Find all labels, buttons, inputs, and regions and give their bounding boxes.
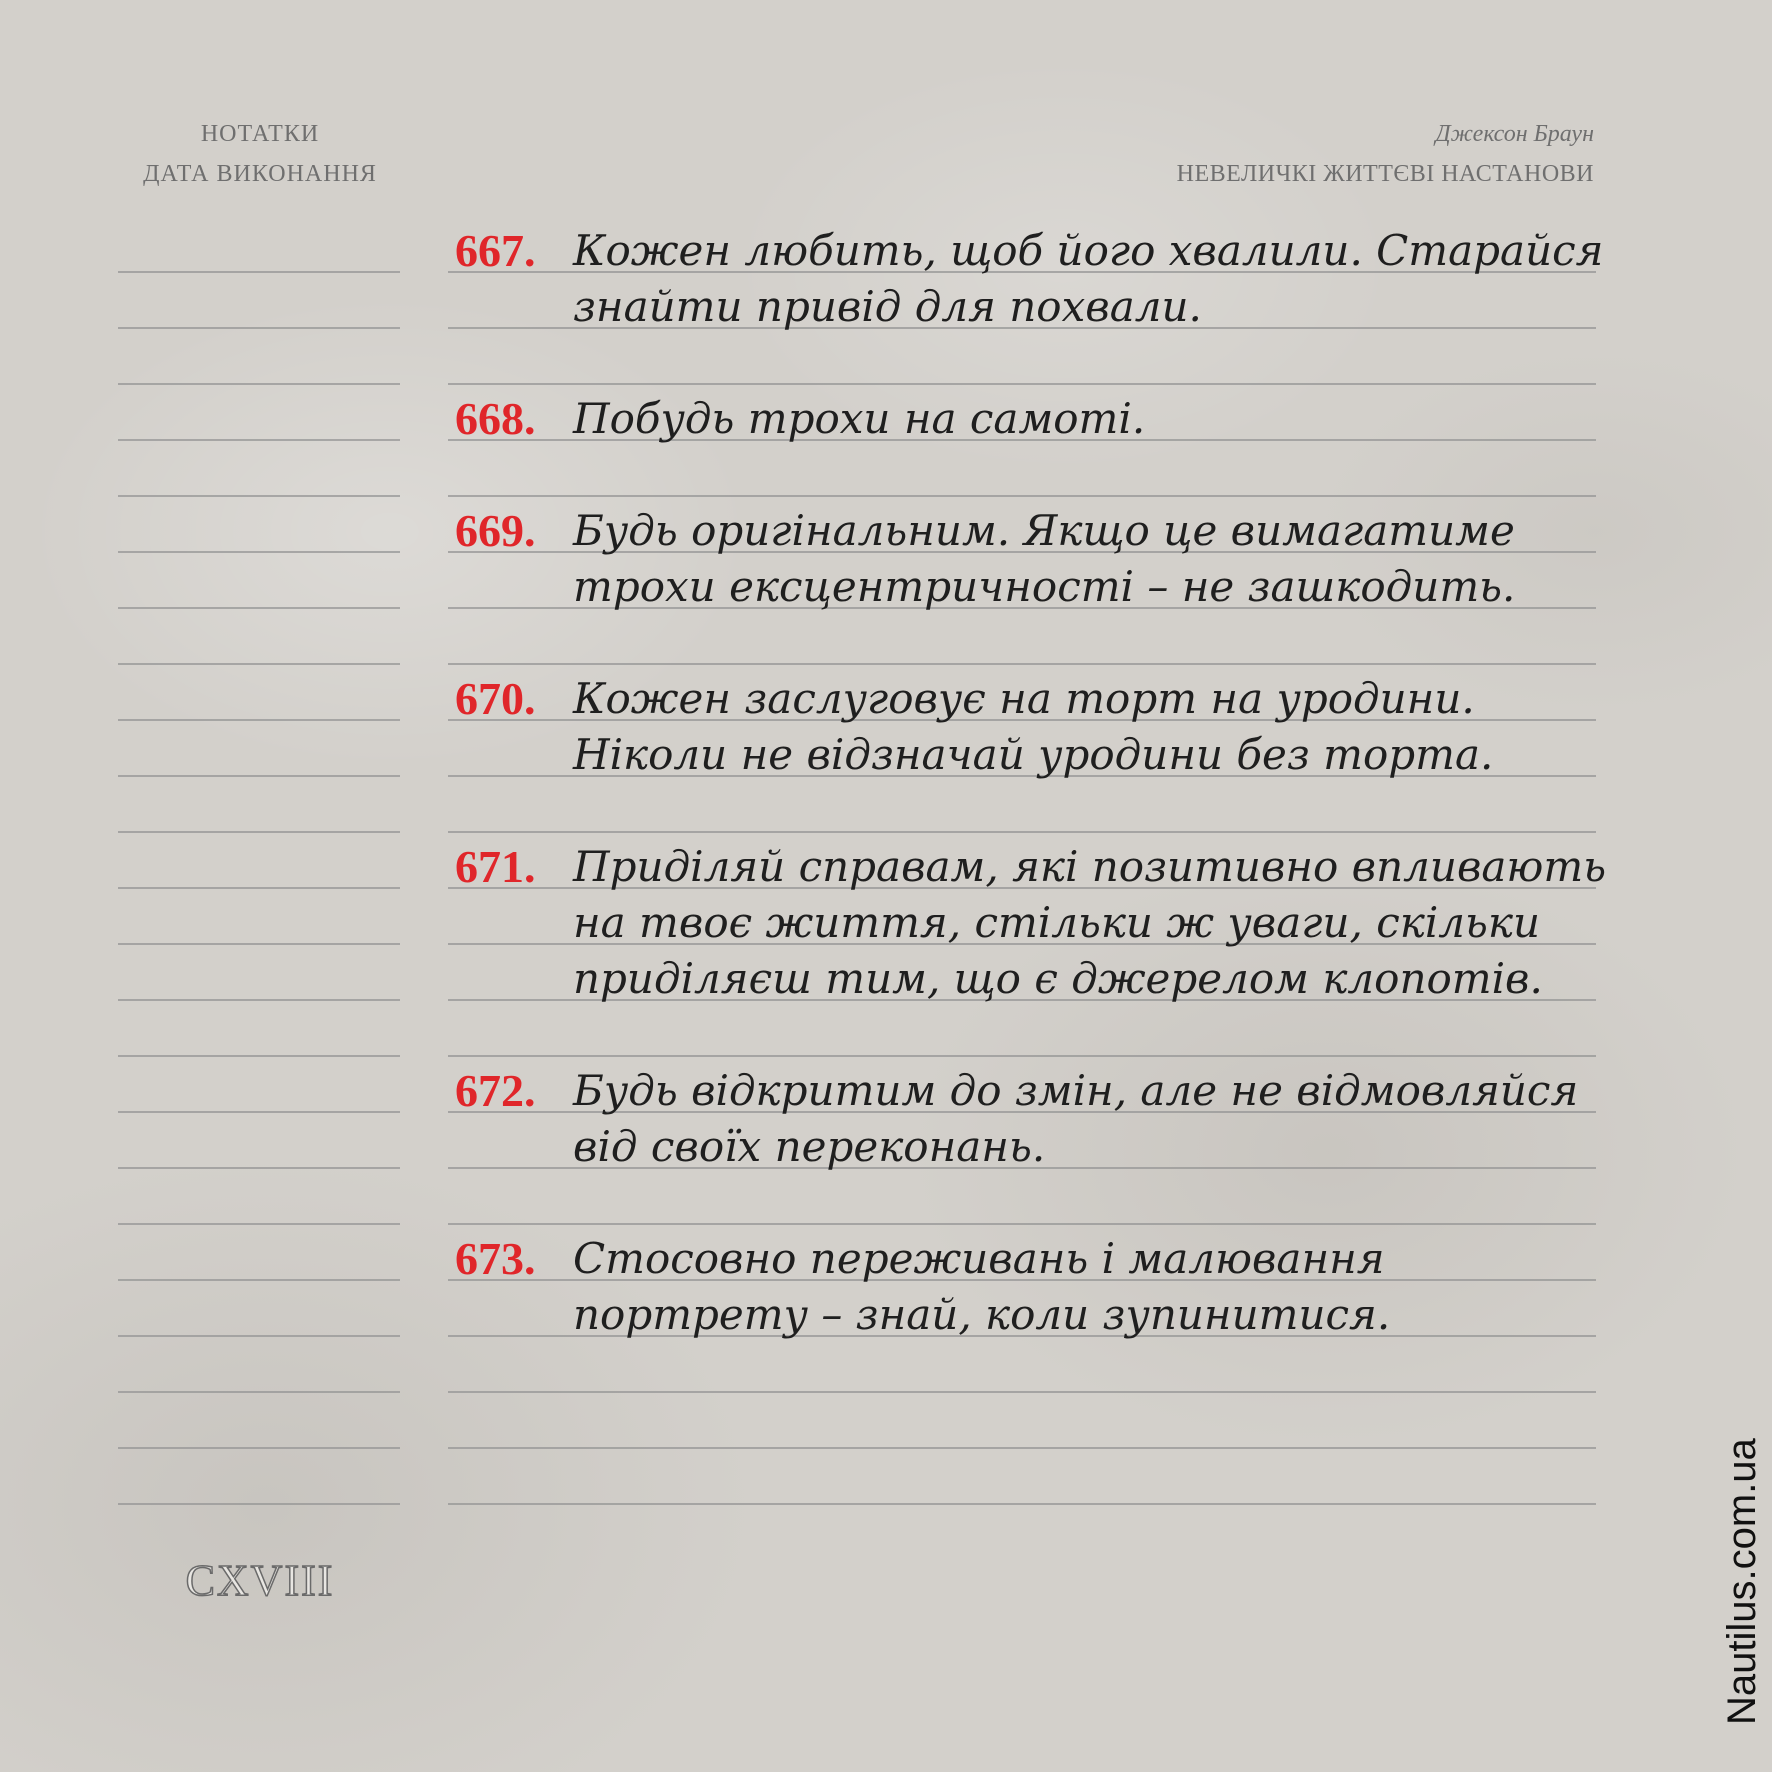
notes-line — [118, 495, 400, 497]
text-line — [448, 1447, 1596, 1449]
text-line — [448, 495, 1596, 497]
notes-line — [118, 663, 400, 665]
notes-line — [118, 271, 400, 273]
item-number: 672. — [455, 1065, 536, 1116]
publisher-site-link[interactable]: Nautilus.com.ua — [1720, 1438, 1764, 1725]
notes-line — [118, 719, 400, 721]
notes-line — [118, 383, 400, 385]
notes-line — [118, 1111, 400, 1113]
notes-label: НОТАТКИ — [200, 121, 320, 147]
text-line — [448, 1223, 1596, 1225]
notes-line — [118, 1391, 400, 1393]
running-header — [1177, 114, 1594, 194]
item-text: Стосовно переживань і малювання портрету – знай, коли зупинитися. — [573, 1234, 1391, 1339]
notes-line — [118, 999, 400, 1001]
book-title: НЕВЕЛИЧКІ ЖИТТЄВІ НАСТАНОВИ — [1176, 161, 1594, 187]
item-text: Побудь трохи на самоті. — [573, 394, 1146, 443]
text-line — [448, 383, 1596, 385]
notes-line — [118, 1279, 400, 1281]
notes-line — [118, 1335, 400, 1337]
item-text: Кожен заслуговує на торт на уродини. Ніколи не відзначай уродини без торта. — [573, 674, 1494, 779]
notes-line — [118, 1055, 400, 1057]
item-text: Будь відкритим до змін, але не відмовляйся від своїх переконань. — [573, 1066, 1579, 1171]
item-text: Будь оригінальним. Якщо це вимагатиме трохи ексцентричності – не зашкодить. — [573, 506, 1516, 611]
item-number: 671. — [455, 841, 536, 892]
text-line — [448, 1055, 1596, 1057]
text-line — [448, 1503, 1596, 1505]
notes-line — [118, 887, 400, 889]
notes-line — [118, 1167, 400, 1169]
text-line — [448, 831, 1596, 833]
text-line — [448, 1391, 1596, 1393]
notes-line — [118, 439, 400, 441]
completion-date-label: ДАТА ВИКОНАННЯ — [143, 161, 377, 187]
notes-line — [118, 1447, 400, 1449]
text-line — [448, 663, 1596, 665]
item-number: 669. — [455, 505, 536, 556]
item-text: Кожен любить, щоб його хвалили. Старайся знайти привід для похвали. — [573, 226, 1604, 331]
notes-line — [118, 327, 400, 329]
item-number: 667. — [455, 225, 536, 276]
notes-line — [118, 1503, 400, 1505]
notes-line — [118, 607, 400, 609]
notes-line — [118, 551, 400, 553]
notes-line — [118, 775, 400, 777]
item-number: 668. — [455, 393, 536, 444]
notes-header — [110, 114, 410, 194]
notes-line — [118, 943, 400, 945]
page-number: CXVIII — [185, 1556, 335, 1605]
item-number: 670. — [455, 673, 536, 724]
item-text: Приділяй справам, які позитивно впливають на твоє життя, стільки ж уваги, скільки приділяєш тим, що є джерелом клопотів. — [573, 842, 1607, 1003]
notes-line — [118, 1223, 400, 1225]
item-number: 673. — [455, 1233, 536, 1284]
author-name: Джексон Браун — [1435, 121, 1594, 147]
notes-line — [118, 831, 400, 833]
